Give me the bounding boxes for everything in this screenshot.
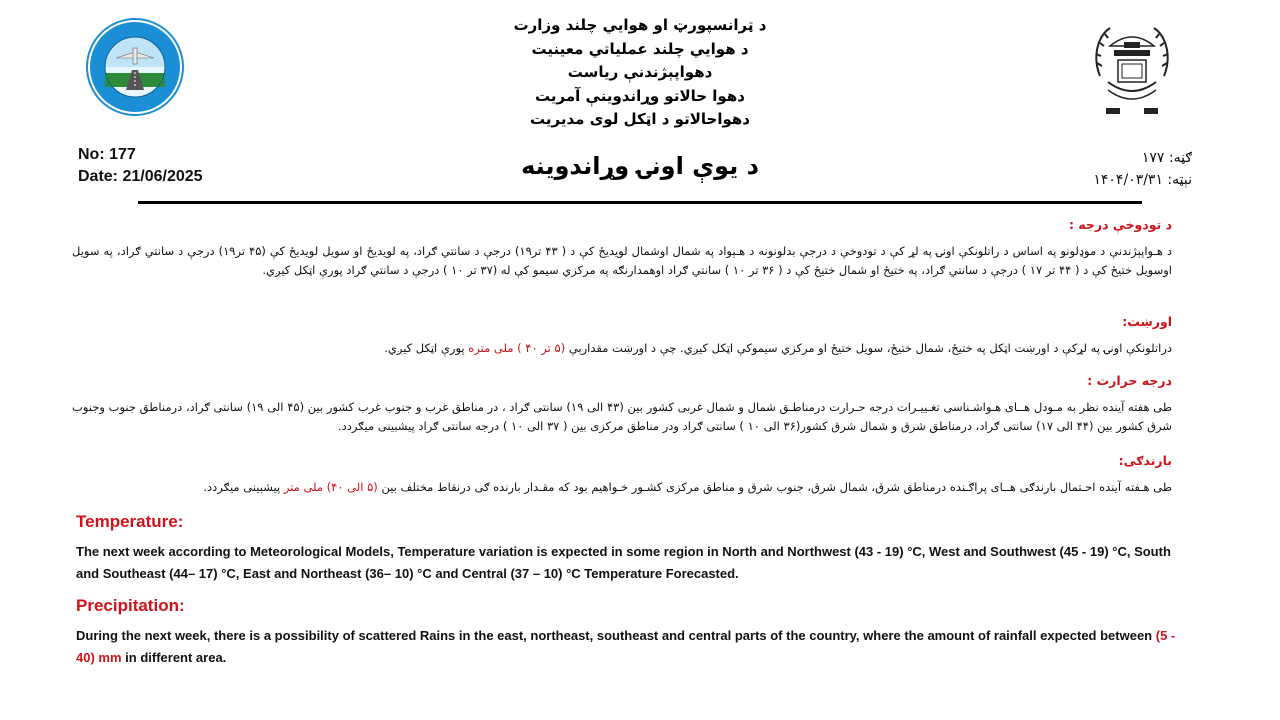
precipitation-heading: Precipitation: bbox=[76, 596, 185, 615]
section-heading: درجه حرارت : bbox=[1087, 373, 1172, 388]
document-number: No: 177 bbox=[78, 146, 136, 163]
document-number-date bbox=[78, 144, 203, 188]
header-line-5: دهواحالاتو د اټکل لوی مديريت bbox=[530, 110, 750, 128]
ministry-logo bbox=[86, 18, 184, 116]
section-heading: د تودوخې درجه : bbox=[1068, 217, 1172, 232]
precipitation-amount: (5 - 40) mm bbox=[76, 628, 1176, 665]
section-heading: اورښت: bbox=[1122, 314, 1172, 329]
temperature-body: The next week according to Meteorological Models, Temperature variation is expected in some region in North and Northwest (43 - 19) °C, West and Southwest (45 - 19) °C, South and Southeast (44– 17) °C, East and Northeast (36– 10) °C and Central (37 – 10) °C Temperature Forecasted. bbox=[76, 544, 1171, 581]
header-line-2: د هوايي چلند عملياتي معينيت bbox=[531, 39, 749, 58]
body-text: دراتلونکې اونۍ په لړکې د اورښت اټکل په ختيځ، شمال ختيځ، سويل ختيځ او مرکزي سيموکې اټکل کيږي. چې د اورښت مقدارېې bbox=[568, 341, 1172, 355]
header-line-3: دهواپېژندنې رياست bbox=[567, 63, 713, 81]
temperature-heading: Temperature: bbox=[76, 512, 184, 531]
precipitation-text: During the next week, there is a possibility of scattered Rains in the east, northeast, southeast and central parts of the country, where the amount of rainfall expected between bbox=[76, 628, 1153, 643]
highlight-amount: (۵ الی ۴۰) ملی متر bbox=[283, 480, 378, 494]
header-line-1: د ټرانسپورټ او هوايي چلند وزارت bbox=[513, 16, 767, 34]
pashto-precipitation-section bbox=[72, 313, 1172, 358]
reference-number: ګڼه: ۱۷۷ bbox=[1141, 150, 1192, 166]
dari-precipitation-section bbox=[72, 452, 1172, 497]
ministry-header bbox=[440, 14, 840, 132]
reference-date: نېټه: ۱۴۰۴/۰۳/۳۱ bbox=[1093, 172, 1192, 188]
section-body: د هـواپېژندنې د موډلونو په اساس د راتلونکې اونۍ په لړ کې د تودوخې د درجې بدلونونه د هـېواد په شمال اوشمال لويديځ کې د ( ۴۳ تر۱۹) درجې د سانتي ګراد، په لويديځ او سويل لويديځ کې (۴۵ تر۱۹) درجې د سانتي ګراد، په سويل اوسويل ختيځ کې د ( ۴۴ تر ۱۷ ) درجې د سانتي ګراد، په ختيځ او شمال ختيځ کې د ( ۳۶ تر ۱۰ ) سانتي ګراد اوهمدارنګه په مرکزي سيمو کې له (۳۷ تر ۱۰ ) درجې د سانتي ګراد پورې اټکل کيږي. bbox=[72, 244, 1173, 277]
precipitation-text-end: in different area. bbox=[125, 650, 227, 665]
section-body bbox=[72, 478, 1172, 497]
body-text: طی هـفته آينده احـتمال بارندګی هــای پراګـنده درمناطق شرق، شمال شرق، جنوب شرق و مناطق مرکزی کشـور خـواهيم بود که مقـدار بارنده ګی درنقاط مختلف بين bbox=[381, 480, 1172, 494]
precipitation-body bbox=[76, 625, 1176, 669]
section-heading: بارندګی: bbox=[1118, 453, 1172, 468]
body-text-end: پورې اټکل کيږي. bbox=[384, 341, 465, 355]
emblem-logo bbox=[1088, 16, 1176, 126]
header-line-4: دهوا حالاتو وړاندوينې آمريت bbox=[535, 86, 745, 105]
highlight-amount: (۵ تر ۴۰ ) ملی متره bbox=[468, 341, 566, 355]
dari-temperature-section bbox=[72, 372, 1172, 436]
pashto-temperature-section bbox=[72, 216, 1172, 280]
page-title: د يوې اونۍ وړاندوينه bbox=[521, 152, 759, 180]
header-divider bbox=[138, 201, 1142, 204]
section-body bbox=[72, 339, 1172, 358]
reference-block bbox=[1093, 147, 1192, 191]
body-text-end: پيشبينی ميګردد. bbox=[203, 480, 281, 494]
document-date: Date: 21/06/2025 bbox=[78, 168, 203, 185]
section-body: طی هفته آینده نظر به مـودل هــای هـواشـناسی تغـییـرات درجه حـرارت درمناطـق شمال و شمال غربی کشور بين (۴۳ الی ۱۹) سانتی ګراد ، در مناطق غرب و جنوب غرب کشور بين (۴۵ الی ۱۹) سانتی ګراد، درمناطق جنوب وجنوب شرق کشور بين (۴۴ الی ۱۷) سانتی ګراد، درمناطق شرق و شمال شرق کشور(۳۶ الی ۱۰ ) سانتی ګراد ودر مناطق مرکزی بين ( ۳۷ الی ۱۰ ) درجه سانتی ګراد پيشبينی ميګردد. bbox=[72, 400, 1173, 433]
